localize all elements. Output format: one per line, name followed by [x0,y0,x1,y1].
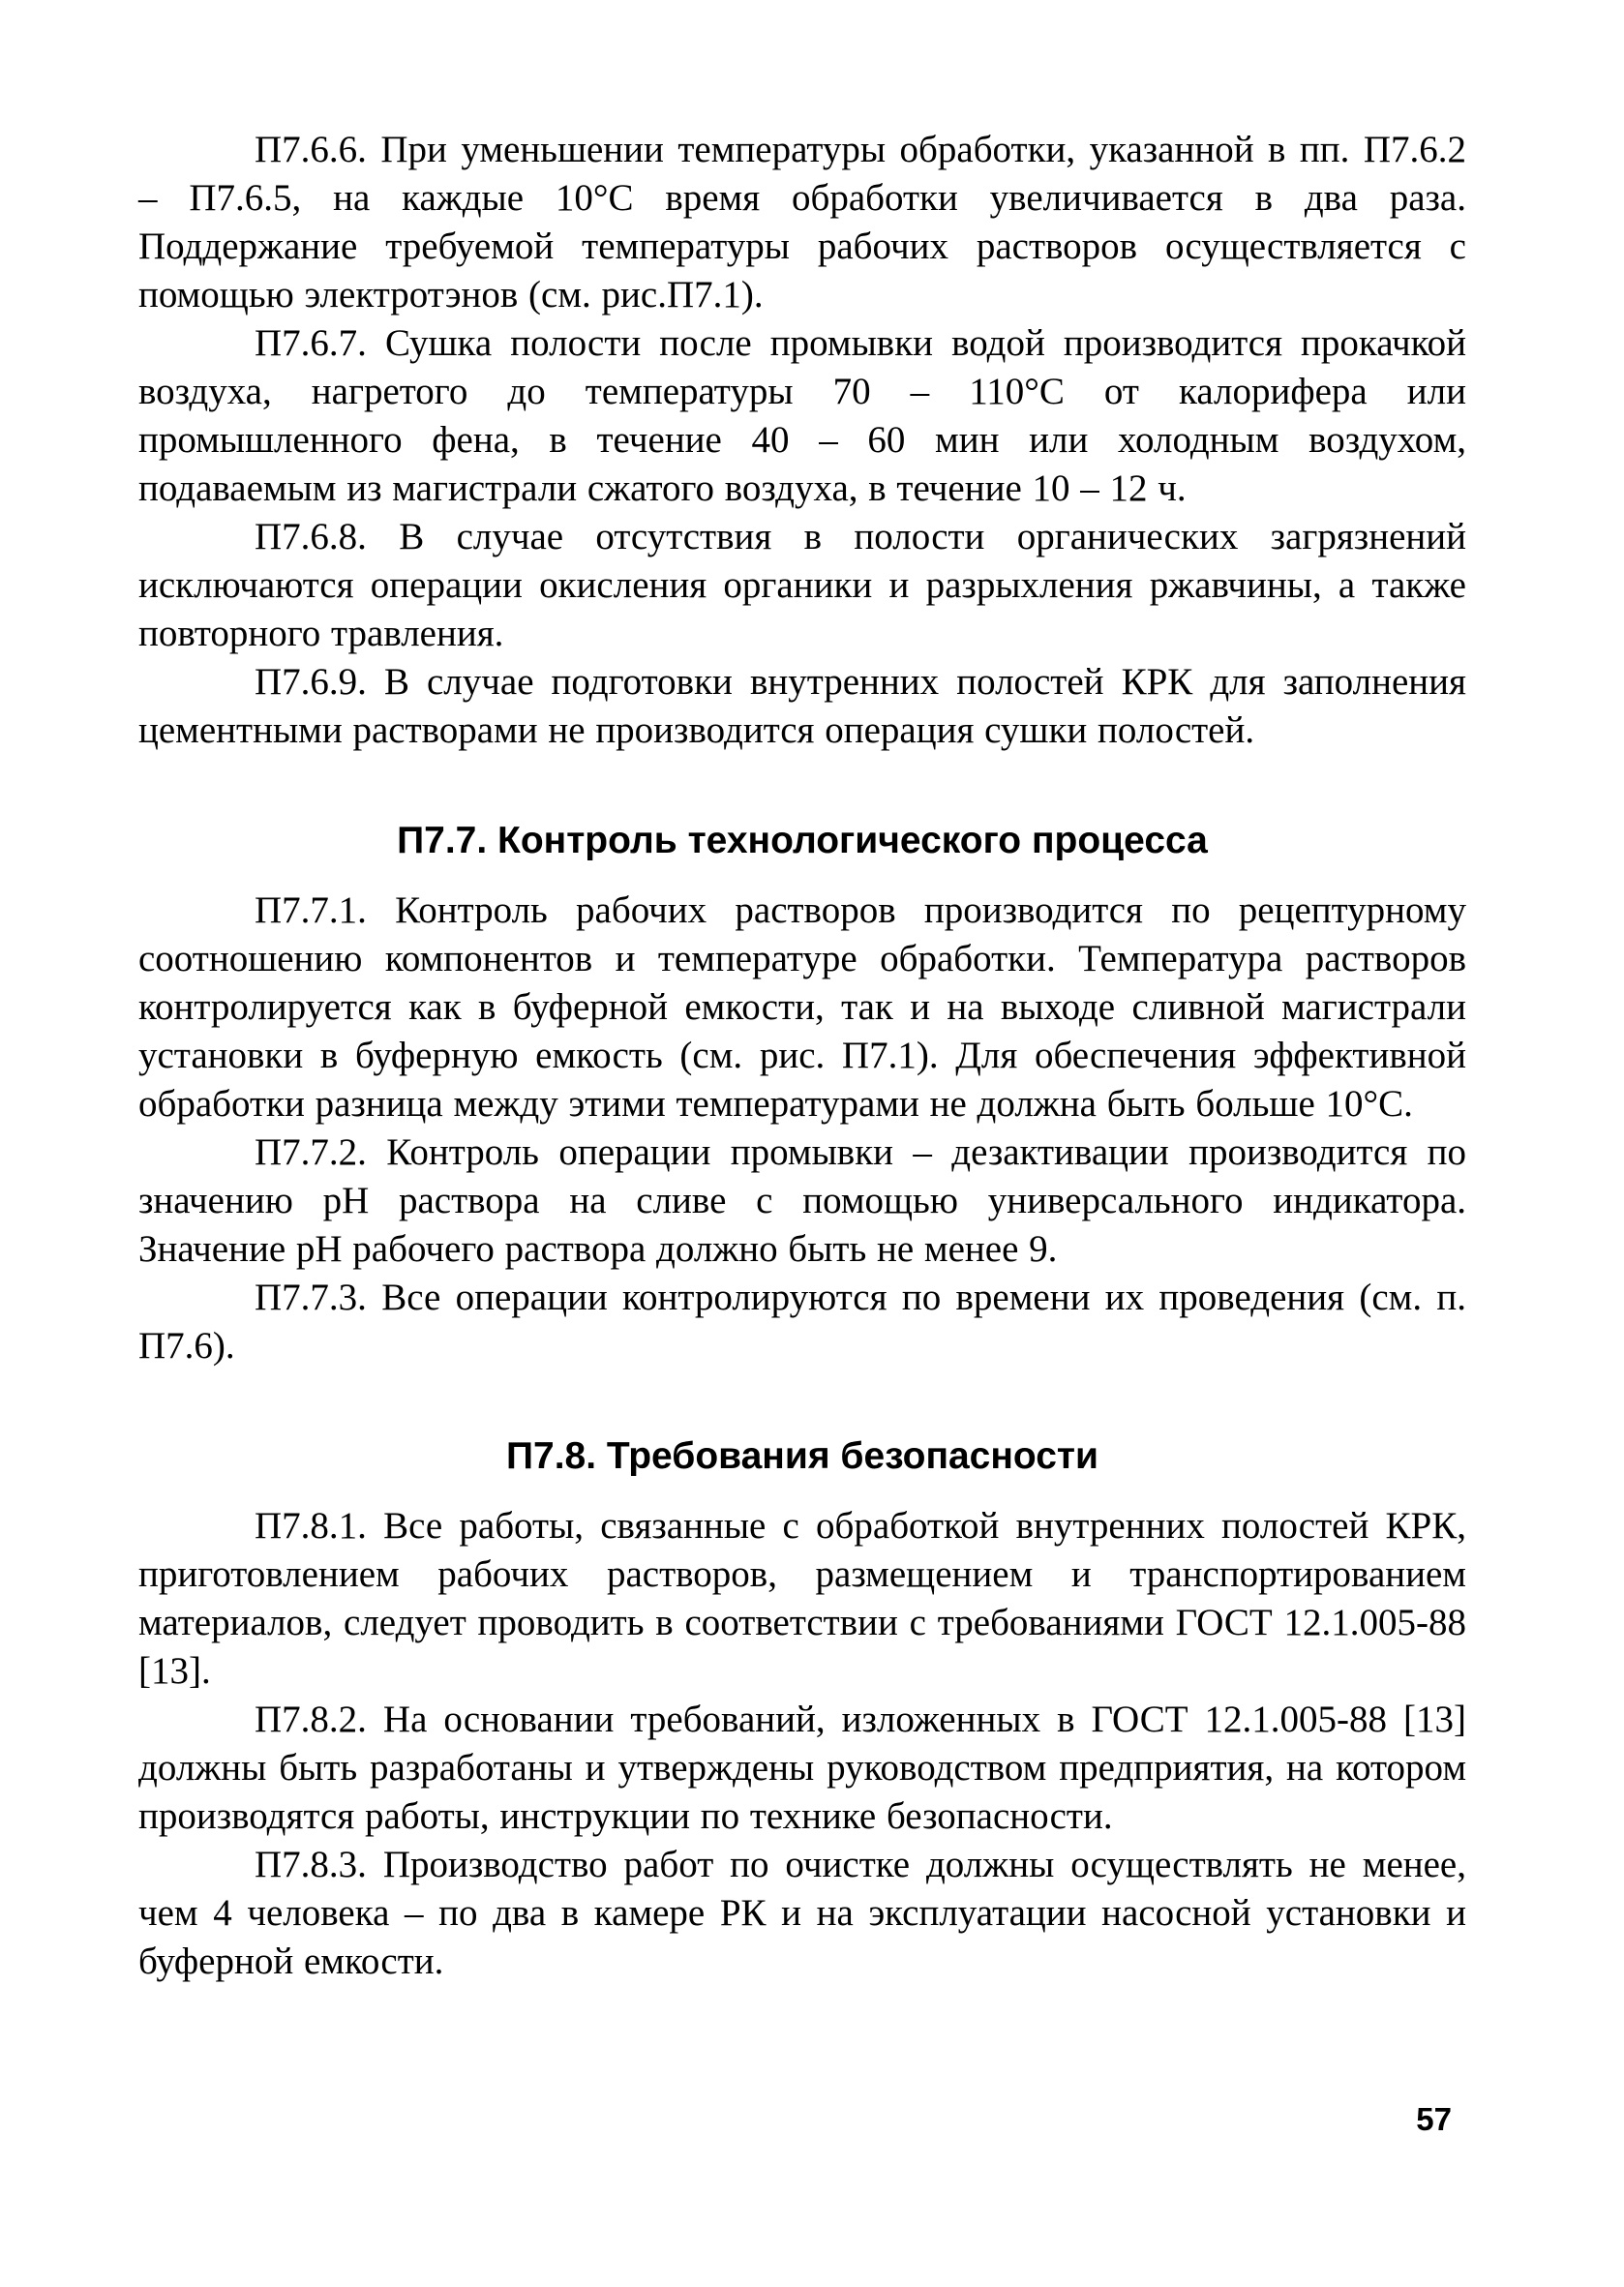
page-body [138,126,1466,1986]
paragraph-p7-7-1: П7.7.1. Контроль рабочих растворов производится по рецептурному соотношению компонентов и температуре обработки. Температура растворов контролируется как в буферной емкости, так и на выходе сливной магистрали установки в буферную емкость (см. рис. П7.1). Для обеспечения эффективной обработки разница между этими температурами не должна быть больше 10°С. [138,889,1466,1125]
paragraph-p7-6-7: П7.6.7. Сушка полости после промывки водой производится прокачкой воздуха, нагретого до температуры 70 – 110°С от калорифера или промышленного фена, в течение 40 – 60 мин или холодным воздухом, подаваемым из магистрали сжатого воздуха, в течение 10 – 12 ч. [138,322,1466,509]
section-heading-p7-7: П7.7. Контроль технологического процесса [397,820,1208,861]
paragraph-p7-7-2: П7.7.2. Контроль операции промывки – дезактивации производится по значению рН раствора на сливе с помощью универсального индикатора. Значение рН рабочего раствора должно быть не менее 9. [138,1131,1466,1270]
paragraph-p7-8-3: П7.8.3. Производство работ по очистке должны осуществлять не менее, чем 4 человека – по два в камере РК и на эксплуатации насосной установки и буферной емкости. [138,1844,1466,1982]
paragraph-p7-6-9: П7.6.9. В случае подготовки внутренних полостей КРК для заполнения цементными растворами не производится операция сушки полостей. [138,661,1466,751]
paragraph-p7-6-8: П7.6.8. В случае отсутствия в полости органических загрязнений исключаются операции окисления органики и разрыхления ржавчины, а также повторного травления. [138,516,1466,654]
paragraph-p7-6-6: П7.6.6. При уменьшении температуры обработки, указанной в пп. П7.6.2 – П7.6.5, на каждые 10°С время обработки увеличивается в два раза. Поддержание требуемой температуры рабочих растворов осуществляется с помощью электротэнов (см. рис.П7.1). [138,129,1466,316]
paragraph-p7-7-3: П7.7.3. Все операции контролируются по времени их проведения (см. п. П7.6). [138,1277,1466,1367]
paragraph-p7-8-2: П7.8.2. На основании требований, изложенных в ГОСТ 12.1.005-88 [13] должны быть разработаны и утверждены руководством предприятия, на котором производятся работы, инструкции по технике безопасности. [138,1699,1466,1837]
paragraph-p7-8-1: П7.8.1. Все работы, связанные с обработкой внутренних полостей КРК, приготовлением рабочих растворов, размещением и транспортированием материалов, следует проводить в соответствии с требованиями ГОСТ 12.1.005-88 [13]. [138,1505,1466,1692]
section-heading-p7-8: П7.8. Требования безопасности [505,1435,1099,1477]
page-number: 57 [1416,2101,1452,2137]
